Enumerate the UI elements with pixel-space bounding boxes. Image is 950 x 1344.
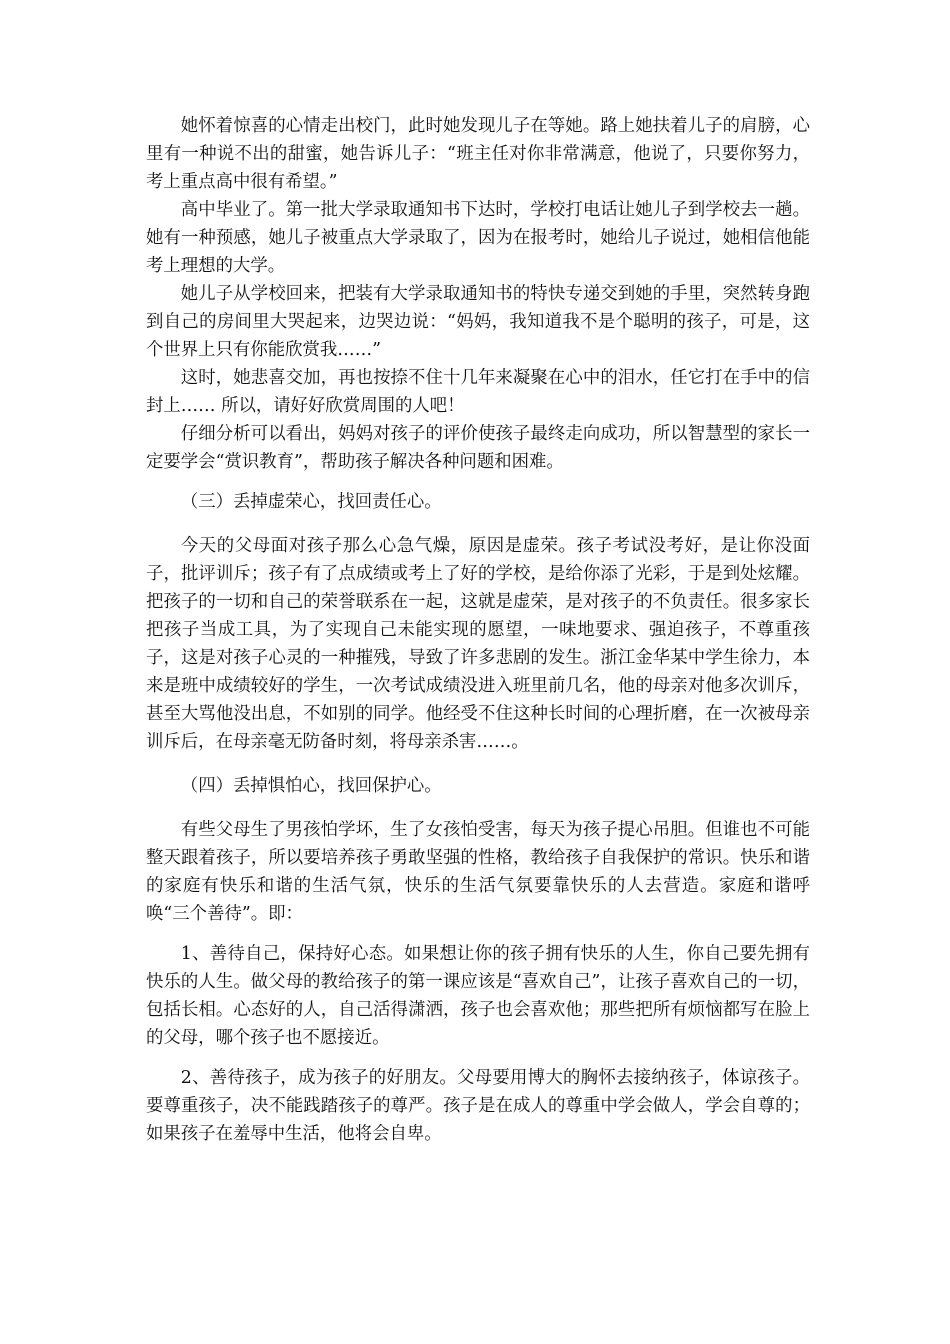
story-paragraph-2: 高中毕业了。第一批大学录取通知书下达时，学校打电话让她儿子到学校去一趟。她有一种预感，她儿子被重点大学录取了，因为在报考时，她给儿子说过，她相信他能考上理想的大学。 xyxy=(146,200,810,276)
story-paragraph-1: 她怀着惊喜的心情走出校门，此时她发现儿子在等她。路上她扶着儿子的肩膀，心里有一种说不出的甜蜜，她告诉儿子：“班主任对你非常满意，他说了，只要你努力，考上重点高中很有希望。” xyxy=(146,116,810,192)
story-block xyxy=(146,112,810,476)
story-paragraph-5: 仔细分析可以看出，妈妈对孩子的评价使孩子最终走向成功，所以智慧型的家长一定要学会“赏识教育”，帮助孩子解决各种问题和困难。 xyxy=(146,424,810,472)
section-4-heading: （四）丢掉惧怕心，找回保护心。 xyxy=(180,776,442,796)
section-4-body: 有些父母生了男孩怕学坏，生了女孩怕受害，每天为孩子提心吊胆。但谁也不可能整天跟着孩子，所以要培养孩子勇敢坚强的性格，教给孩子自我保护的常识。快乐和谐的家庭有快乐和谐的生活气氛，快乐的生活气氛要靠快乐的人去营造。家庭和谐呼唤“三个善待”。即： xyxy=(146,820,810,924)
story-paragraph-3: 她儿子从学校回来，把装有大学录取通知书的特快专递交到她的手里，突然转身跑到自己的房间里大哭起来，边哭边说：“妈妈，我知道我不是个聪明的孩子，可是，这个世界上只有你能欣赏我……” xyxy=(146,284,810,360)
section-3-heading: （三）丢掉虚荣心，找回责任心。 xyxy=(180,492,442,512)
list-item-1: 1、善待自己，保持好心态。如果想让你的孩子拥有快乐的人生，你自己要先拥有快乐的人生。做父母的教给孩子的第一课应该是“喜欢自己”，让孩子喜欢自己的一切，包括长相。心态好的人，自己活得潇洒，孩子也会喜欢他；那些把所有烦恼都写在脸上的父母，哪个孩子也不愿接近。 xyxy=(146,944,810,1048)
list-item-2: 2、善待孩子，成为孩子的好朋友。父母要用博大的胸怀去接纳孩子，体谅孩子。要尊重孩子，决不能践踏孩子的尊严。孩子是在成人的尊重中学会做人，学会自尊的；如果孩子在羞辱中生活，他将会自卑。 xyxy=(146,1068,810,1144)
section-3-body: 今天的父母面对孩子那么心急气燥，原因是虚荣。孩子考试没考好，是让你没面子，批评训斥；孩子有了点成绩或考上了好的学校，是给你添了光彩，于是到处炫耀。把孩子的一切和自己的荣誉联系在一起，这就是虚荣，是对孩子的不负责任。很多家长把孩子当成工具，为了实现自己未能实现的愿望，一味地要求、强迫孩子，不尊重孩子，这是对孩子心灵的一种摧残，导致了许多悲剧的发生。浙江金华某中学生徐力，本来是班中成绩较好的学生，一次考试成绩没进入班里前几名，他的母亲对他多次训斥，甚至大骂他没出息，不如别的同学。他经受不住这种长时间的心理折磨，在一次被母亲训斥后，在母亲毫无防备时刻，将母亲杀害……。 xyxy=(146,536,810,752)
story-paragraph-4: 这时，她悲喜交加，再也按捺不住十几年来凝聚在心中的泪水，任它打在手中的信封上…… 所以，请好好欣赏周围的人吧！ xyxy=(146,368,810,416)
